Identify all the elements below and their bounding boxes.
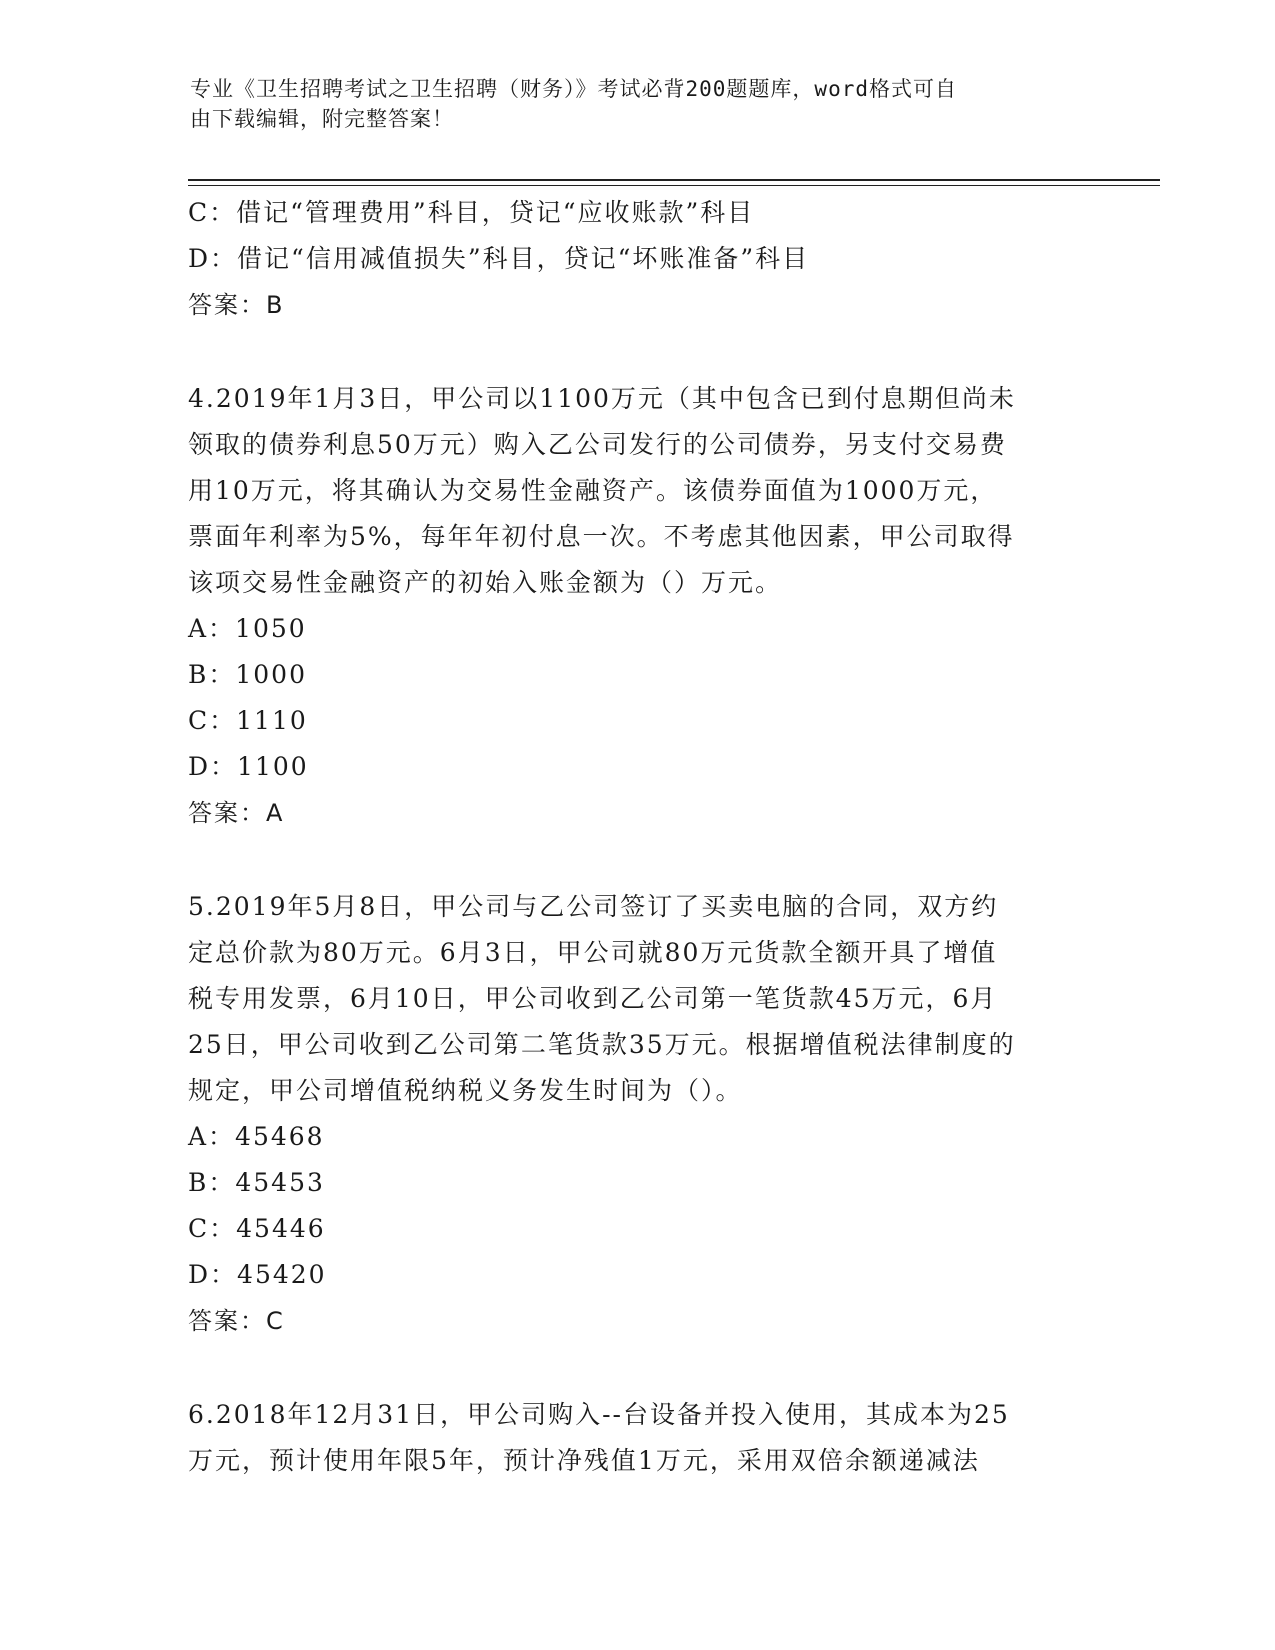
q4-option-c: C：1110 <box>188 706 308 735</box>
q4-stem-line: 用10万元，将其确认为交易性金融资产。该债券面值为1000万元， <box>188 476 998 505</box>
q5-option-a: A：45468 <box>188 1122 325 1151</box>
q6-stem-line: 6.2018年12月31日，甲公司购入--台设备并投入使用，其成本为25 <box>188 1400 1010 1429</box>
header-divider-thin <box>188 185 1160 186</box>
q4-stem-line: 领取的债券利息50万元）购入乙公司发行的公司债券，另支付交易费 <box>188 430 1007 459</box>
question-content <box>188 190 1088 1484</box>
q5-stem-line: 定总价款为80万元。6月3日，甲公司就80万元货款全额开具了增值 <box>188 938 998 967</box>
document-header <box>190 74 1090 134</box>
question-6 <box>188 1392 1088 1484</box>
header-line-1: 专业《卫生招聘考试之卫生招聘（财务）》考试必背200题题库，word格式可自 <box>190 77 957 101</box>
q4-option-a: A：1050 <box>188 614 307 643</box>
q4-stem-line: 票面年利率为5%，每年年初付息一次。不考虑其他因素，甲公司取得 <box>188 522 1015 551</box>
q4-option-b: B：1000 <box>188 660 307 689</box>
q4-answer: 答案：A <box>188 799 285 827</box>
q5-stem-line: 规定，甲公司增值税纳税义务发生时间为（）。 <box>188 1076 743 1105</box>
q3-answer: 答案：B <box>188 291 285 319</box>
q6-stem-line: 万元，预计使用年限5年，预计净残值1万元，采用双倍余额递减法 <box>188 1446 980 1475</box>
header-divider-thick <box>188 179 1160 181</box>
q3-option-d: D：借记“信用减值损失”科目，贷记“坏账准备”科目 <box>188 244 810 273</box>
header-line-2: 由下载编辑，附完整答案！ <box>190 107 454 131</box>
question-4 <box>188 376 1088 836</box>
q5-option-d: D：45420 <box>188 1260 327 1289</box>
q4-option-d: D：1100 <box>188 752 309 781</box>
spacer <box>188 836 1088 884</box>
q5-answer: 答案：C <box>188 1307 285 1335</box>
q5-option-b: B：45453 <box>188 1168 325 1197</box>
q3-option-c: C：借记“管理费用”科目，贷记“应收账款”科目 <box>188 198 755 227</box>
q5-stem-line: 税专用发票，6月10日，甲公司收到乙公司第一笔货款45万元，6月 <box>188 984 998 1013</box>
question-3-tail <box>188 190 1088 328</box>
q5-option-c: C：45446 <box>188 1214 326 1243</box>
spacer <box>188 1344 1088 1392</box>
q4-stem-line: 该项交易性金融资产的初始入账金额为（）万元。 <box>188 568 783 597</box>
q4-stem-line: 4.2019年1月3日，甲公司以1100万元（其中包含已到付息期但尚未 <box>188 384 1016 413</box>
q5-stem-line: 5.2019年5月8日，甲公司与乙公司签订了买卖电脑的合同，双方约 <box>188 892 999 921</box>
spacer <box>188 328 1088 376</box>
q5-stem-line: 25日，甲公司收到乙公司第二笔货款35万元。根据增值税法律制度的 <box>188 1030 1016 1059</box>
question-5 <box>188 884 1088 1344</box>
